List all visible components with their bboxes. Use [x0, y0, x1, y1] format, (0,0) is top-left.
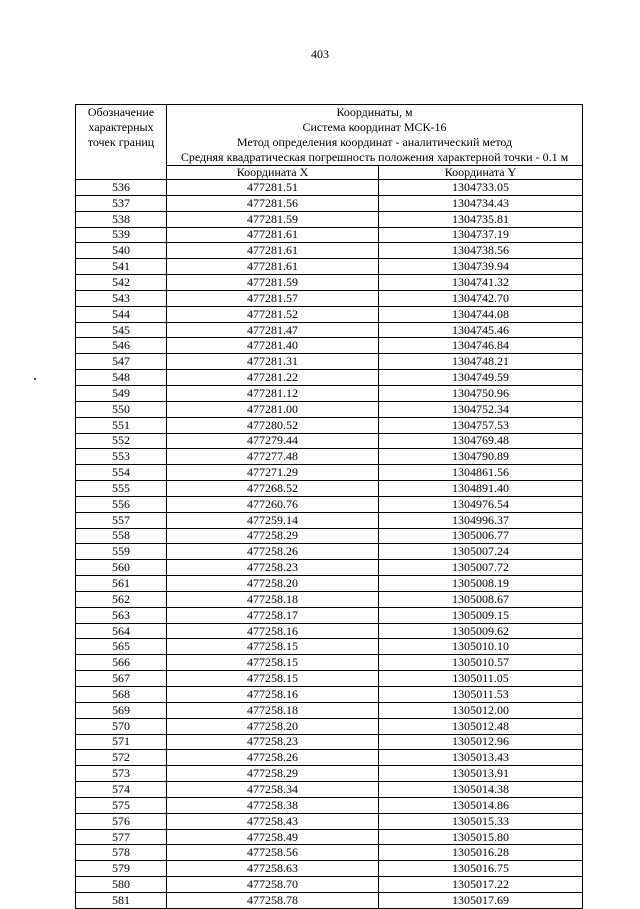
y-coordinate-cell: 1304741.32	[379, 275, 583, 291]
point-number-cell: 538	[76, 211, 167, 227]
table-row	[76, 671, 583, 687]
table-row	[76, 275, 583, 291]
y-coordinate-cell: 1305007.72	[379, 560, 583, 576]
x-coordinate-cell: 477268.52	[167, 481, 379, 497]
x-coordinate-cell: 477281.52	[167, 306, 379, 322]
point-number-cell: 544	[76, 306, 167, 322]
point-number-cell: 546	[76, 338, 167, 354]
point-number-cell: 567	[76, 671, 167, 687]
x-coordinate-cell: 477258.63	[167, 861, 379, 877]
table-row	[76, 433, 583, 449]
x-coordinate-cell: 477281.31	[167, 354, 379, 370]
y-coordinate-cell: 1305006.77	[379, 528, 583, 544]
table-row	[76, 734, 583, 750]
point-number-cell: 551	[76, 417, 167, 433]
y-coordinate-cell: 1304739.94	[379, 259, 583, 275]
x-coordinate-cell: 477258.15	[167, 639, 379, 655]
table-row	[76, 718, 583, 734]
x-coordinate-cell: 477281.61	[167, 227, 379, 243]
point-number-cell: 553	[76, 449, 167, 465]
table-row	[76, 861, 583, 877]
table-row	[76, 401, 583, 417]
y-coordinate-cell: 1305008.67	[379, 591, 583, 607]
x-coordinate-cell: 477281.59	[167, 275, 379, 291]
y-coordinate-cell: 1304749.59	[379, 370, 583, 386]
table-row	[76, 702, 583, 718]
y-coordinate-cell: 1305017.69	[379, 892, 583, 908]
x-coordinate-cell: 477260.76	[167, 496, 379, 512]
y-coordinate-cell: 1304737.19	[379, 227, 583, 243]
y-coordinate-cell: 1305016.75	[379, 861, 583, 877]
point-number-cell: 552	[76, 433, 167, 449]
table-row	[76, 813, 583, 829]
point-number-cell: 555	[76, 481, 167, 497]
table-row	[76, 591, 583, 607]
point-number-cell: 543	[76, 290, 167, 306]
y-coordinate-cell: 1304757.53	[379, 417, 583, 433]
coord-header-line: Система координат МСК-16	[302, 120, 447, 134]
x-coordinate-cell: 477281.56	[167, 195, 379, 211]
table-row	[76, 560, 583, 576]
table-header-row	[76, 105, 583, 166]
point-header-line: точек границ	[87, 135, 155, 149]
table-row	[76, 892, 583, 908]
y-coordinate-cell: 1304744.08	[379, 306, 583, 322]
x-coordinate-cell: 477258.17	[167, 607, 379, 623]
point-number-cell: 572	[76, 750, 167, 766]
table-row	[76, 243, 583, 259]
y-coordinate-cell: 1304734.43	[379, 195, 583, 211]
table-row	[76, 797, 583, 813]
table-row	[76, 227, 583, 243]
table-row	[76, 607, 583, 623]
x-column-header: Координата X	[167, 166, 379, 180]
point-number-cell: 580	[76, 877, 167, 893]
y-coordinate-cell: 1305010.57	[379, 655, 583, 671]
table-row	[76, 370, 583, 386]
x-coordinate-cell: 477258.26	[167, 750, 379, 766]
x-coordinate-cell: 477281.57	[167, 290, 379, 306]
y-coordinate-cell: 1305011.53	[379, 687, 583, 703]
y-coordinate-cell: 1305011.05	[379, 671, 583, 687]
point-number-cell: 561	[76, 576, 167, 592]
point-number-cell: 548	[76, 370, 167, 386]
y-coordinate-cell: 1304750.96	[379, 385, 583, 401]
x-coordinate-cell: 477258.16	[167, 623, 379, 639]
x-coordinate-cell: 477281.00	[167, 401, 379, 417]
coord-header-line: Средняя квадратическая погрешность положения характерной точки - 0.1 м	[180, 150, 569, 164]
table-row	[76, 211, 583, 227]
point-number-cell: 564	[76, 623, 167, 639]
x-coordinate-cell: 477281.59	[167, 211, 379, 227]
y-coordinate-cell: 1305017.22	[379, 877, 583, 893]
x-coordinate-cell: 477279.44	[167, 433, 379, 449]
point-number-cell: 576	[76, 813, 167, 829]
table-row	[76, 544, 583, 560]
point-designation-header	[76, 105, 167, 180]
x-coordinate-cell: 477258.20	[167, 576, 379, 592]
table-row	[76, 180, 583, 196]
x-coordinate-cell: 477258.20	[167, 718, 379, 734]
coord-header-line: Метод определения координат - аналитический метод	[236, 135, 513, 149]
y-coordinate-cell: 1305008.19	[379, 576, 583, 592]
point-number-cell: 575	[76, 797, 167, 813]
x-coordinate-cell: 477258.38	[167, 797, 379, 813]
point-number-cell: 560	[76, 560, 167, 576]
point-number-cell: 550	[76, 401, 167, 417]
y-coordinate-cell: 1304769.48	[379, 433, 583, 449]
table-row	[76, 655, 583, 671]
x-coordinate-cell: 477259.14	[167, 512, 379, 528]
y-coordinate-cell: 1305015.33	[379, 813, 583, 829]
table-row	[76, 877, 583, 893]
x-coordinate-cell: 477281.40	[167, 338, 379, 354]
y-coordinate-cell: 1305012.00	[379, 702, 583, 718]
table-row	[76, 782, 583, 798]
table-row	[76, 766, 583, 782]
point-number-cell: 542	[76, 275, 167, 291]
x-coordinate-cell: 477258.15	[167, 655, 379, 671]
x-coordinate-cell: 477280.52	[167, 417, 379, 433]
x-coordinate-cell: 477281.61	[167, 259, 379, 275]
point-number-cell: 540	[76, 243, 167, 259]
table-row	[76, 845, 583, 861]
point-number-cell: 549	[76, 385, 167, 401]
table-row	[76, 322, 583, 338]
point-number-cell: 556	[76, 496, 167, 512]
table-row	[76, 496, 583, 512]
coordinates-table	[75, 104, 583, 909]
point-number-cell: 581	[76, 892, 167, 908]
y-coordinate-cell: 1305009.15	[379, 607, 583, 623]
x-coordinate-cell: 477258.15	[167, 671, 379, 687]
x-coordinate-cell: 477277.48	[167, 449, 379, 465]
x-coordinate-cell: 477258.23	[167, 560, 379, 576]
point-number-cell: 558	[76, 528, 167, 544]
x-coordinate-cell: 477258.78	[167, 892, 379, 908]
x-coordinate-cell: 477258.18	[167, 591, 379, 607]
y-coordinate-cell: 1305014.38	[379, 782, 583, 798]
x-coordinate-cell: 477258.26	[167, 544, 379, 560]
page-number: 403	[311, 47, 329, 61]
table-row	[76, 449, 583, 465]
x-coordinate-cell: 477258.29	[167, 528, 379, 544]
y-coordinate-cell: 1304735.81	[379, 211, 583, 227]
table-row	[76, 829, 583, 845]
y-coordinate-cell: 1304745.46	[379, 322, 583, 338]
point-number-cell: 579	[76, 861, 167, 877]
point-number-cell: 578	[76, 845, 167, 861]
y-coordinate-cell: 1304861.56	[379, 465, 583, 481]
point-number-cell: 563	[76, 607, 167, 623]
table-row	[76, 481, 583, 497]
point-number-cell: 559	[76, 544, 167, 560]
point-number-cell: 573	[76, 766, 167, 782]
table-row	[76, 290, 583, 306]
table-row	[76, 750, 583, 766]
x-coordinate-cell: 477258.56	[167, 845, 379, 861]
table-row	[76, 385, 583, 401]
x-coordinate-cell: 477281.12	[167, 385, 379, 401]
table-row	[76, 338, 583, 354]
y-coordinate-cell: 1305012.96	[379, 734, 583, 750]
table-row	[76, 528, 583, 544]
y-column-header: Координата Y	[379, 166, 583, 180]
y-coordinate-cell: 1304748.21	[379, 354, 583, 370]
y-coordinate-cell: 1305010.10	[379, 639, 583, 655]
point-number-cell: 571	[76, 734, 167, 750]
table-row	[76, 623, 583, 639]
point-number-cell: 570	[76, 718, 167, 734]
y-coordinate-cell: 1305013.91	[379, 766, 583, 782]
point-number-cell: 569	[76, 702, 167, 718]
x-coordinate-cell: 477258.49	[167, 829, 379, 845]
y-coordinate-cell: 1305013.43	[379, 750, 583, 766]
y-coordinate-cell: 1304738.56	[379, 243, 583, 259]
point-number-cell: 554	[76, 465, 167, 481]
x-coordinate-cell: 477258.18	[167, 702, 379, 718]
y-coordinate-cell: 1305007.24	[379, 544, 583, 560]
point-number-cell: 574	[76, 782, 167, 798]
y-coordinate-cell: 1305014.86	[379, 797, 583, 813]
y-coordinate-cell: 1304733.05	[379, 180, 583, 196]
table-row	[76, 417, 583, 433]
y-coordinate-cell: 1304790.89	[379, 449, 583, 465]
y-coordinate-cell: 1304891.40	[379, 481, 583, 497]
x-coordinate-cell: 477258.70	[167, 877, 379, 893]
point-number-cell: 568	[76, 687, 167, 703]
table-row	[76, 687, 583, 703]
coord-header-line: Координаты, м	[336, 105, 413, 119]
point-number-cell: 577	[76, 829, 167, 845]
x-coordinate-cell: 477258.43	[167, 813, 379, 829]
y-coordinate-cell: 1304996.37	[379, 512, 583, 528]
x-coordinate-cell: 477258.16	[167, 687, 379, 703]
table-row	[76, 259, 583, 275]
point-number-cell: 537	[76, 195, 167, 211]
point-header-line: характерных	[88, 120, 154, 134]
x-coordinate-cell: 477258.29	[167, 766, 379, 782]
x-coordinate-cell: 477258.34	[167, 782, 379, 798]
point-number-cell: 547	[76, 354, 167, 370]
table-row	[76, 465, 583, 481]
point-number-cell: 539	[76, 227, 167, 243]
table-row	[76, 195, 583, 211]
point-number-cell: 541	[76, 259, 167, 275]
table-row	[76, 512, 583, 528]
x-coordinate-cell: 477281.47	[167, 322, 379, 338]
y-coordinate-cell: 1304976.54	[379, 496, 583, 512]
y-coordinate-cell: 1304746.84	[379, 338, 583, 354]
y-coordinate-cell: 1304742.70	[379, 290, 583, 306]
x-coordinate-cell: 477258.23	[167, 734, 379, 750]
y-coordinate-cell: 1305012.48	[379, 718, 583, 734]
point-number-cell: 565	[76, 639, 167, 655]
point-header-line: Обозначение	[87, 105, 155, 119]
x-coordinate-cell: 477281.61	[167, 243, 379, 259]
table-row	[76, 306, 583, 322]
x-coordinate-cell: 477271.29	[167, 465, 379, 481]
y-coordinate-cell: 1305015.80	[379, 829, 583, 845]
x-coordinate-cell: 477281.51	[167, 180, 379, 196]
point-number-cell: 562	[76, 591, 167, 607]
coordinates-header	[167, 105, 583, 166]
point-number-cell: 545	[76, 322, 167, 338]
point-number-cell: 536	[76, 180, 167, 196]
scan-mark	[34, 378, 36, 380]
y-coordinate-cell: 1305016.28	[379, 845, 583, 861]
table-row	[76, 576, 583, 592]
y-coordinate-cell: 1304752.34	[379, 401, 583, 417]
point-number-cell: 557	[76, 512, 167, 528]
table-row	[76, 354, 583, 370]
point-number-cell: 566	[76, 655, 167, 671]
table-row	[76, 639, 583, 655]
x-coordinate-cell: 477281.22	[167, 370, 379, 386]
table-body	[76, 180, 583, 909]
y-coordinate-cell: 1305009.62	[379, 623, 583, 639]
